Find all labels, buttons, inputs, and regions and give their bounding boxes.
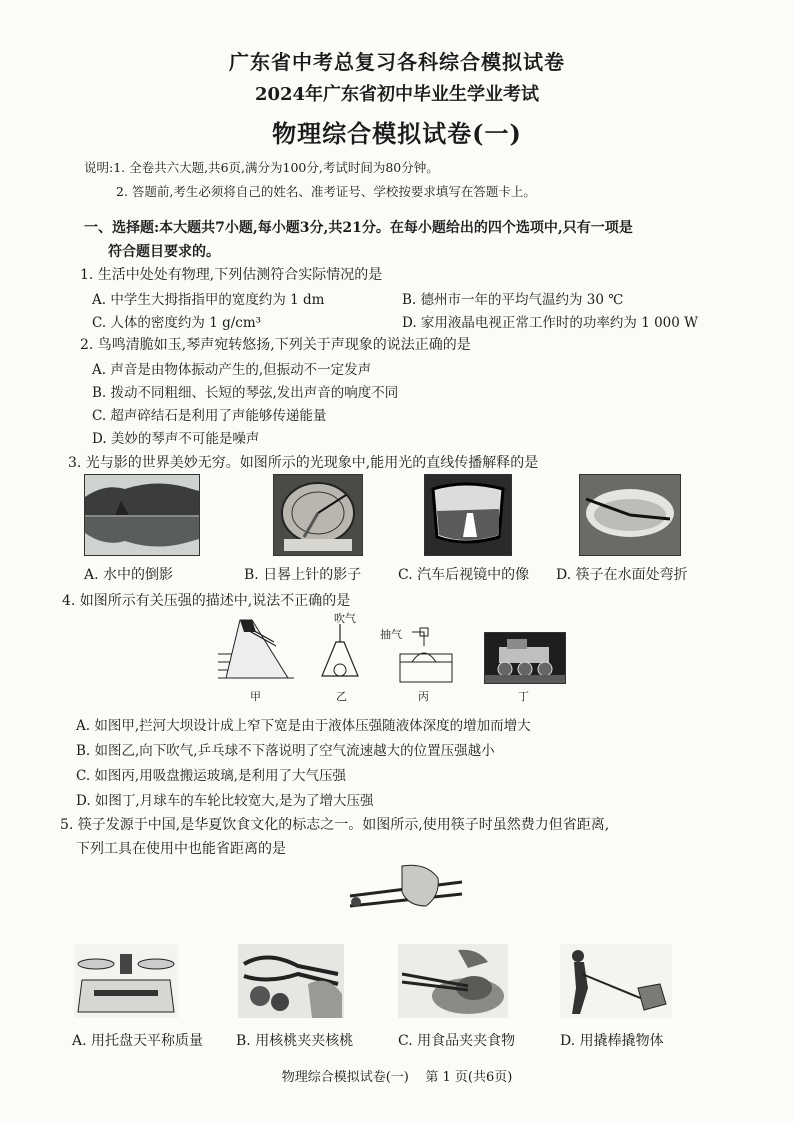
chopsticks-illustration (346, 862, 466, 922)
section-heading-cont: 符合题目要求的。 (108, 244, 220, 260)
chopstick-water-photo (579, 474, 681, 556)
sundial-photo (273, 474, 363, 556)
q4-option-d: D. 如图丁,月球车的车轮比较宽大,是为了增大压强 (76, 793, 374, 809)
q3-option-a: A. 水中的倒影 (84, 567, 174, 583)
paper-title: 物理综合模拟试卷(一) (272, 119, 522, 148)
dam-diagram (218, 612, 294, 680)
q4-option-b: B. 如图乙,向下吹气,乒乓球不下落说明了空气流速越大的位置压强越小 (76, 743, 495, 759)
funnel-diagram (318, 624, 362, 684)
pump-label: 抽气 (380, 628, 402, 641)
q3-option-d: D. 筷子在水面处弯折 (556, 567, 688, 583)
fig-label-bing: 丙 (418, 690, 429, 703)
suction-cup-diagram (398, 624, 458, 684)
exam-name: 2024年广东省初中毕业生学业考试 (254, 84, 540, 105)
q5-stem-line-1: 5. 筷子发源于中国,是华夏饮食文化的标志之一。如图所示,使用筷子时虽然费力但省距离, (60, 817, 610, 833)
rearview-mirror-photo (424, 474, 512, 556)
q1-option-b: B. 德州市一年的平均气温约为 30 ℃ (402, 292, 624, 308)
food-tongs-photo (398, 944, 508, 1018)
fig-label-yi: 乙 (336, 690, 347, 703)
q2-option-d: D. 美妙的琴声不可能是噪声 (92, 431, 260, 447)
instructions-line-2: 2. 答题前,考生必须将自己的姓名、准考证号、学校按要求填写在答题卡上。 (116, 184, 536, 199)
exam-series-title: 广东省中考总复习各科综合模拟试卷 (229, 50, 565, 74)
q5-option-c: C. 用食品夹夹食物 (398, 1033, 516, 1049)
q1-option-c: C. 人体的密度约为 1 g/cm³ (92, 315, 262, 331)
page-footer: 物理综合模拟试卷(一) 第 1 页(共6页) (281, 1070, 513, 1085)
section-heading: 一、选择题:本大题共7小题,每小题3分,共21分。在每小题给出的四个选项中,只有一项是 (84, 220, 633, 236)
q5-option-b: B. 用核桃夹夹核桃 (236, 1033, 354, 1049)
q1-option-d: D. 家用液晶电视正常工作时的功率约为 1 000 W (402, 315, 699, 331)
q1-option-a: A. 中学生大拇指指甲的宽度约为 1 dm (92, 292, 325, 308)
q2-option-c: C. 超声碎结石是利用了声能够传递能量 (92, 408, 327, 424)
fig-label-jia: 甲 (250, 690, 261, 703)
q4-option-a: A. 如图甲,拦河大坝设计成上窄下宽是由于液体压强随液体深度的增加而增大 (76, 718, 531, 734)
balance-scale-photo (74, 944, 178, 1018)
q2-stem: 2. 鸟鸣清脆如玉,琴声宛转悠扬,下列关于声现象的说法正确的是 (80, 337, 471, 353)
q2-option-b: B. 拨动不同粗细、长短的琴弦,发出声音的响度不同 (92, 385, 399, 401)
q4-option-c: C. 如图丙,用吸盘搬运玻璃,是利用了大气压强 (76, 768, 347, 784)
q5-option-a: A. 用托盘天平称质量 (72, 1033, 204, 1049)
blow-label: 吹气 (334, 612, 356, 625)
q3-option-b: B. 日晷上针的影子 (244, 567, 362, 583)
fig-label-ding: 丁 (518, 690, 529, 703)
nutcracker-photo (238, 944, 344, 1018)
crowbar-photo (560, 944, 672, 1018)
q1-stem: 1. 生活中处处有物理,下列估测符合实际情况的是 (80, 267, 383, 283)
q3-option-c: C. 汽车后视镜中的像 (398, 567, 530, 583)
q3-stem: 3. 光与影的世界美妙无穷。如图所示的光现象中,能用光的直线传播解释的是 (68, 455, 539, 471)
q4-stem: 4. 如图所示有关压强的描述中,说法不正确的是 (62, 593, 351, 609)
reflection-photo (84, 474, 200, 556)
q5-stem-line-2: 下列工具在使用中也能省距离的是 (76, 841, 286, 857)
q2-option-a: A. 声音是由物体振动产生的,但振动不一定发声 (92, 362, 372, 378)
lunar-rover-photo (484, 632, 566, 684)
q5-option-d: D. 用撬棒撬物体 (560, 1033, 664, 1049)
instructions-line-1: 说明:1. 全卷共六大题,共6页,满分为100分,考试时间为80分钟。 (84, 160, 439, 175)
